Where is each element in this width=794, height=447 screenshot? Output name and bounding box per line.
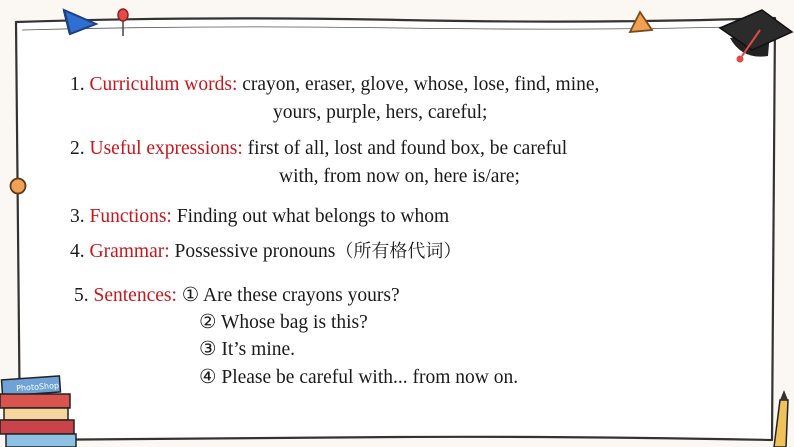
- item-text: Possessive pronouns: [174, 241, 336, 262]
- item-text: crayon, eraser, glove, whose, lose, find, mine,: [242, 74, 600, 95]
- item-label: Functions:: [89, 206, 172, 227]
- pencil-icon: [764, 390, 794, 447]
- item-label: Sentences:: [93, 285, 177, 306]
- item-number: 1.: [70, 74, 85, 95]
- item-sentences: [74, 284, 400, 308]
- orange-dot-icon: [8, 176, 28, 196]
- item-curriculum: [70, 73, 599, 97]
- item-number: 3.: [70, 206, 85, 227]
- orange-pennant-icon: [626, 8, 656, 36]
- red-pin-icon: [116, 8, 130, 38]
- book-spine-text: PhotoShop: [15, 380, 60, 393]
- item-label: Curriculum words:: [89, 74, 238, 95]
- item-useful-expressions-continuation: with, from now on, here is/are;: [279, 166, 520, 187]
- blue-pennant-icon: [60, 6, 100, 38]
- item-useful-expressions: [70, 137, 567, 161]
- item-number: 5.: [74, 285, 89, 306]
- item-label: Grammar:: [89, 241, 170, 262]
- item-label: Useful expressions:: [89, 138, 243, 159]
- sentence-3: ③ It’s mine.: [199, 339, 296, 360]
- book-stack-icon: [0, 370, 82, 447]
- item-functions: [70, 205, 449, 229]
- item-curriculum-continuation: yours, purple, hers, careful;: [273, 102, 488, 123]
- sentence-4: ④ Please be careful with... from now on.: [199, 367, 519, 388]
- item-number: 2.: [70, 138, 85, 159]
- sentence-1: ① Are these crayons yours?: [181, 285, 400, 306]
- graduation-cap-icon: [712, 4, 794, 76]
- item-text: first of all, lost and found box, be careful: [247, 138, 568, 159]
- sentence-2: ② Whose bag is this?: [199, 312, 368, 333]
- item-grammar: [70, 240, 461, 264]
- item-number: 4.: [70, 241, 85, 262]
- item-text: Finding out what belongs to whom: [176, 206, 450, 227]
- item-cjk-note: （所有格代词）: [335, 241, 462, 262]
